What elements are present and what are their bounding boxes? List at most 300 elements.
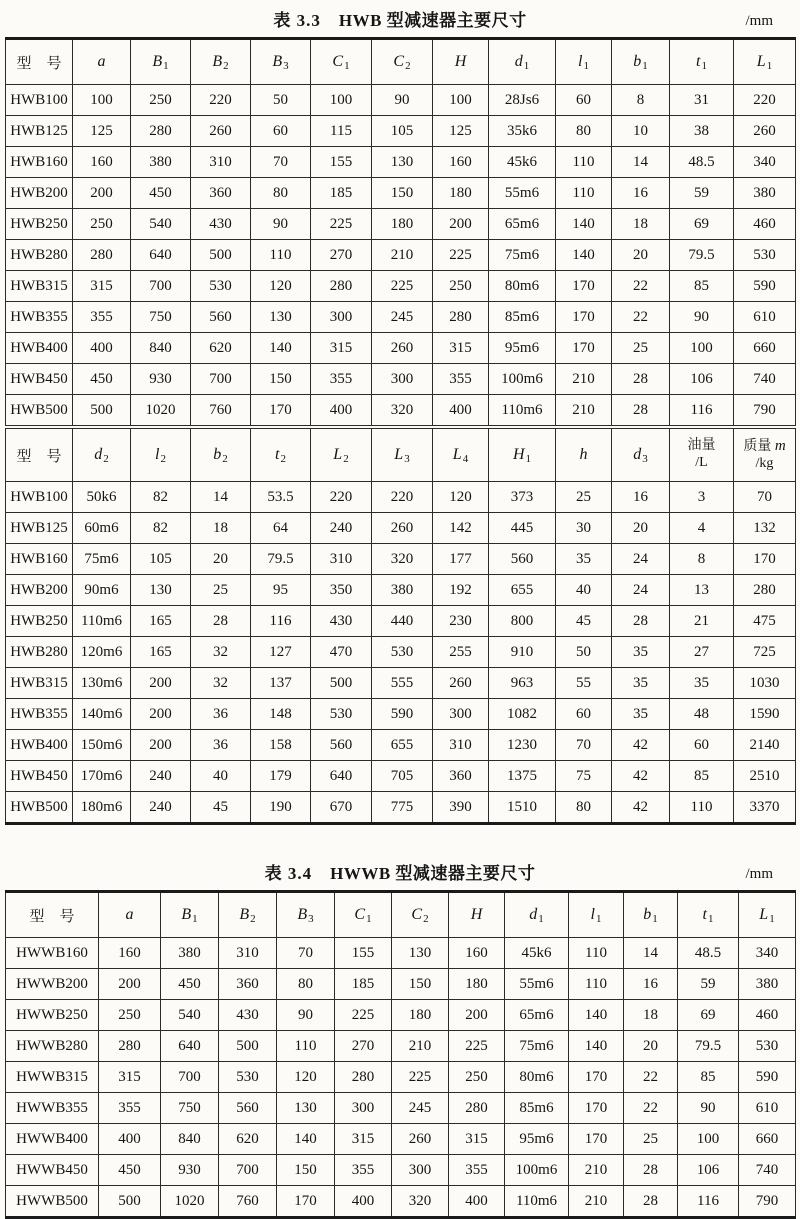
value-cell: 400: [99, 1124, 161, 1155]
value-cell: 69: [678, 1000, 739, 1031]
column-header: [392, 892, 449, 938]
value-cell: 1230: [489, 730, 556, 761]
table-row: [6, 637, 796, 668]
value-cell: 20: [191, 544, 251, 575]
table-row: [6, 116, 796, 147]
value-cell: 200: [99, 969, 161, 1000]
model-cell: HWWB400: [6, 1124, 99, 1155]
header-unit: /kg: [755, 456, 774, 471]
model-cell: HWB200: [6, 575, 73, 606]
value-cell: 42: [612, 730, 670, 761]
value-cell: 775: [372, 792, 433, 824]
value-cell: 75: [556, 761, 612, 792]
column-header: [739, 892, 796, 938]
model-cell: HWWB315: [6, 1062, 99, 1093]
value-cell: 100: [433, 85, 489, 116]
value-cell: 700: [191, 364, 251, 395]
table-row: [6, 792, 796, 824]
value-cell: 210: [569, 1155, 624, 1186]
header-variable: C: [411, 905, 423, 923]
header-variable: l: [578, 52, 583, 70]
value-cell: 210: [569, 1186, 624, 1218]
value-cell: 27: [670, 637, 734, 668]
value-cell: 380: [372, 575, 433, 606]
value-cell: 90: [670, 302, 734, 333]
value-cell: 20: [624, 1031, 678, 1062]
value-cell: 28: [612, 606, 670, 637]
value-cell: 1020: [161, 1186, 219, 1218]
value-cell: 380: [734, 178, 796, 209]
value-cell: 80: [251, 178, 311, 209]
model-cell: HWB355: [6, 699, 73, 730]
value-cell: 4: [670, 513, 734, 544]
table-3-3-caption: [5, 8, 795, 34]
value-cell: 10: [612, 116, 670, 147]
value-cell: 380: [161, 938, 219, 969]
value-cell: 220: [734, 85, 796, 116]
header-variable: L: [452, 445, 462, 463]
column-header: [734, 427, 796, 482]
value-cell: 110: [556, 178, 612, 209]
value-cell: 16: [612, 178, 670, 209]
value-cell: 460: [734, 209, 796, 240]
value-cell: 315: [433, 333, 489, 364]
value-cell: 280: [433, 302, 489, 333]
column-header: [556, 39, 612, 85]
value-cell: 177: [433, 544, 489, 575]
table-row: [6, 209, 796, 240]
value-cell: 85: [670, 271, 734, 302]
column-header: [73, 39, 131, 85]
column-header: [569, 892, 624, 938]
value-cell: 148: [251, 699, 311, 730]
value-cell: 250: [73, 209, 131, 240]
header-subscript: 1: [583, 59, 589, 72]
header-text: 油量: [687, 438, 716, 454]
value-cell: 90m6: [73, 575, 131, 606]
column-header: [99, 892, 161, 938]
value-cell: 390: [433, 792, 489, 824]
table-row: [6, 482, 796, 513]
table-row: [6, 333, 796, 364]
value-cell: 90: [277, 1000, 335, 1031]
value-cell: 560: [311, 730, 372, 761]
header-variable: H: [470, 906, 483, 923]
value-cell: 3370: [734, 792, 796, 824]
value-cell: 530: [734, 240, 796, 271]
value-cell: 116: [678, 1186, 739, 1218]
column-header: [251, 427, 311, 482]
value-cell: 150: [251, 364, 311, 395]
value-cell: 100: [670, 333, 734, 364]
column-header: [670, 427, 734, 482]
header-subscript: 1: [652, 912, 658, 925]
value-cell: 179: [251, 761, 311, 792]
header-subscript: 2: [103, 452, 109, 465]
value-cell: 1082: [489, 699, 556, 730]
model-cell: HWB355: [6, 302, 73, 333]
value-cell: 500: [219, 1031, 277, 1062]
value-cell: 700: [219, 1155, 277, 1186]
value-cell: 200: [131, 730, 191, 761]
value-cell: 30: [556, 513, 612, 544]
value-cell: 910: [489, 637, 556, 668]
column-header: [505, 892, 569, 938]
value-cell: 137: [251, 668, 311, 699]
value-cell: 470: [311, 637, 372, 668]
header-variable: t: [702, 905, 707, 923]
value-cell: 320: [372, 395, 433, 428]
value-cell: 280: [734, 575, 796, 606]
value-cell: 120: [277, 1062, 335, 1093]
value-cell: 225: [433, 240, 489, 271]
value-cell: 610: [739, 1093, 796, 1124]
value-cell: 705: [372, 761, 433, 792]
column-header: [6, 39, 73, 85]
value-cell: 260: [392, 1124, 449, 1155]
value-cell: 800: [489, 606, 556, 637]
header-variable: L: [756, 52, 766, 70]
header-subscript: 1: [642, 59, 648, 72]
unit-label: /mm: [745, 866, 773, 882]
value-cell: 660: [739, 1124, 796, 1155]
value-cell: 320: [392, 1186, 449, 1218]
value-cell: 300: [433, 699, 489, 730]
value-cell: 132: [734, 513, 796, 544]
value-cell: 35: [612, 637, 670, 668]
value-cell: 210: [556, 364, 612, 395]
value-cell: 355: [311, 364, 372, 395]
value-cell: 125: [433, 116, 489, 147]
value-cell: 250: [131, 85, 191, 116]
value-cell: 230: [433, 606, 489, 637]
header-subscript: 3: [283, 59, 289, 72]
value-cell: 36: [191, 699, 251, 730]
value-cell: 360: [219, 969, 277, 1000]
value-cell: 1375: [489, 761, 556, 792]
value-cell: 500: [311, 668, 372, 699]
value-cell: 590: [739, 1062, 796, 1093]
value-cell: 355: [449, 1155, 505, 1186]
value-cell: 115: [311, 116, 372, 147]
value-cell: 55m6: [505, 969, 569, 1000]
value-cell: 150m6: [73, 730, 131, 761]
value-cell: 170: [556, 271, 612, 302]
value-cell: 140: [556, 240, 612, 271]
header-text: 质量: [743, 439, 775, 455]
column-header: [449, 892, 505, 938]
value-cell: 100: [678, 1124, 739, 1155]
value-cell: 355: [433, 364, 489, 395]
column-header: [311, 427, 372, 482]
value-cell: 360: [433, 761, 489, 792]
column-header: [678, 892, 739, 938]
header-subscript: 3: [642, 452, 648, 465]
header-subscript: 3: [308, 912, 314, 925]
value-cell: 930: [161, 1155, 219, 1186]
model-cell: HWB450: [6, 761, 73, 792]
header-text: 型 号: [16, 448, 62, 465]
value-cell: 190: [251, 792, 311, 824]
header-variable: L: [759, 905, 769, 923]
header-variable: d: [94, 445, 103, 463]
column-header: [191, 427, 251, 482]
table-row: [6, 938, 796, 969]
value-cell: 355: [99, 1093, 161, 1124]
value-cell: 35: [556, 544, 612, 575]
table-row: [6, 1155, 796, 1186]
value-cell: 32: [191, 668, 251, 699]
header-variable: h: [579, 446, 588, 463]
value-cell: 32: [191, 637, 251, 668]
value-cell: 280: [335, 1062, 392, 1093]
value-cell: 155: [311, 147, 372, 178]
header-subscript: 1: [766, 59, 773, 72]
header-text: 型 号: [29, 908, 75, 925]
value-cell: 25: [191, 575, 251, 606]
value-cell: 340: [739, 938, 796, 969]
value-cell: 180m6: [73, 792, 131, 824]
hwb-dimensions-table: [5, 37, 796, 825]
value-cell: 3: [670, 482, 734, 513]
model-cell: HWB250: [6, 606, 73, 637]
value-cell: 320: [372, 544, 433, 575]
value-cell: 35: [612, 668, 670, 699]
value-cell: 530: [191, 271, 251, 302]
header-subscript: 1: [525, 452, 532, 465]
value-cell: 155: [335, 938, 392, 969]
value-cell: 200: [433, 209, 489, 240]
value-cell: 380: [131, 147, 191, 178]
value-cell: 70: [556, 730, 612, 761]
value-cell: 180: [449, 969, 505, 1000]
value-cell: 59: [678, 969, 739, 1000]
table-row: [6, 302, 796, 333]
value-cell: 185: [335, 969, 392, 1000]
value-cell: 725: [734, 637, 796, 668]
table-row: [6, 271, 796, 302]
model-cell: HWB280: [6, 240, 73, 271]
value-cell: 530: [219, 1062, 277, 1093]
value-cell: 55m6: [489, 178, 556, 209]
value-cell: 65m6: [489, 209, 556, 240]
value-cell: 530: [739, 1031, 796, 1062]
value-cell: 106: [678, 1155, 739, 1186]
value-cell: 59: [670, 178, 734, 209]
header-text: 型 号: [16, 55, 62, 72]
value-cell: 445: [489, 513, 556, 544]
value-cell: 250: [449, 1062, 505, 1093]
value-cell: 160: [73, 147, 131, 178]
table-row: [6, 668, 796, 699]
value-cell: 36: [191, 730, 251, 761]
value-cell: 130: [277, 1093, 335, 1124]
header-variable: B: [152, 52, 163, 70]
value-cell: 340: [734, 147, 796, 178]
value-cell: 140: [569, 1031, 624, 1062]
table-number: 表 3.4: [264, 864, 313, 883]
value-cell: 45k6: [489, 147, 556, 178]
value-cell: 160: [449, 938, 505, 969]
value-cell: 270: [335, 1031, 392, 1062]
value-cell: 260: [191, 116, 251, 147]
header-variable: b: [633, 52, 642, 70]
model-cell: HWWB500: [6, 1186, 99, 1218]
value-cell: 475: [734, 606, 796, 637]
value-cell: 750: [161, 1093, 219, 1124]
value-cell: 400: [73, 333, 131, 364]
value-cell: 300: [372, 364, 433, 395]
value-cell: 31: [670, 85, 734, 116]
value-cell: 60: [670, 730, 734, 761]
header-subscript: 2: [423, 912, 429, 925]
value-cell: 24: [612, 575, 670, 606]
value-cell: 127: [251, 637, 311, 668]
value-cell: 116: [670, 395, 734, 428]
value-cell: 130: [131, 575, 191, 606]
value-cell: 250: [433, 271, 489, 302]
model-cell: HWB125: [6, 116, 73, 147]
value-cell: 300: [392, 1155, 449, 1186]
value-cell: 255: [433, 637, 489, 668]
value-cell: 25: [556, 482, 612, 513]
value-cell: 400: [311, 395, 372, 428]
header-variable: m: [774, 438, 786, 455]
value-cell: 28: [612, 395, 670, 428]
table-row: [6, 969, 796, 1000]
header-variable: B: [212, 52, 223, 70]
value-cell: 75m6: [505, 1031, 569, 1062]
value-cell: 640: [311, 761, 372, 792]
value-cell: 69: [670, 209, 734, 240]
value-cell: 14: [191, 482, 251, 513]
column-header: [73, 427, 131, 482]
header-variable: l: [590, 905, 595, 923]
value-cell: 700: [161, 1062, 219, 1093]
value-cell: 170: [569, 1124, 624, 1155]
header-variable: t: [696, 52, 701, 70]
table-row: [6, 1093, 796, 1124]
table-row: [6, 761, 796, 792]
value-cell: 110: [277, 1031, 335, 1062]
value-cell: 620: [219, 1124, 277, 1155]
column-header: [433, 39, 489, 85]
value-cell: 28: [612, 364, 670, 395]
header-subscript: 1: [769, 912, 775, 925]
column-header: [612, 39, 670, 85]
value-cell: 590: [734, 271, 796, 302]
header-unit: /L: [695, 455, 708, 470]
column-header: [219, 892, 277, 938]
value-cell: 315: [73, 271, 131, 302]
value-cell: 14: [624, 938, 678, 969]
value-cell: 40: [191, 761, 251, 792]
header-variable: C: [332, 52, 344, 70]
value-cell: 245: [392, 1093, 449, 1124]
value-cell: 170: [569, 1062, 624, 1093]
value-cell: 240: [131, 792, 191, 824]
value-cell: 48.5: [670, 147, 734, 178]
value-cell: 430: [219, 1000, 277, 1031]
table-row: [6, 730, 796, 761]
header-variable: B: [272, 52, 283, 70]
value-cell: 225: [449, 1031, 505, 1062]
value-cell: 80: [556, 116, 612, 147]
value-cell: 400: [433, 395, 489, 428]
value-cell: 315: [99, 1062, 161, 1093]
value-cell: 640: [161, 1031, 219, 1062]
value-cell: 260: [433, 668, 489, 699]
header-subscript: 1: [538, 912, 544, 925]
model-cell: HWWB280: [6, 1031, 99, 1062]
value-cell: 140: [277, 1124, 335, 1155]
value-cell: 280: [131, 116, 191, 147]
value-cell: 110m6: [489, 395, 556, 428]
value-cell: 158: [251, 730, 311, 761]
model-cell: HWB315: [6, 271, 73, 302]
value-cell: 22: [612, 302, 670, 333]
value-cell: 760: [191, 395, 251, 428]
value-cell: 75m6: [73, 544, 131, 575]
value-cell: 220: [372, 482, 433, 513]
column-header: [251, 39, 311, 85]
column-header: [372, 39, 433, 85]
value-cell: 280: [99, 1031, 161, 1062]
value-cell: 90: [251, 209, 311, 240]
value-cell: 22: [624, 1062, 678, 1093]
header-variable: l: [155, 445, 160, 463]
value-cell: 160: [433, 147, 489, 178]
value-cell: 400: [449, 1186, 505, 1218]
value-cell: 35k6: [489, 116, 556, 147]
header-subscript: 2: [250, 912, 256, 925]
model-cell: HWWB450: [6, 1155, 99, 1186]
value-cell: 790: [734, 395, 796, 428]
header-variable: a: [125, 906, 134, 923]
header-row: [6, 892, 796, 938]
header-row: [6, 39, 796, 85]
column-header: [624, 892, 678, 938]
value-cell: 150: [277, 1155, 335, 1186]
value-cell: 8: [612, 85, 670, 116]
value-cell: 80: [277, 969, 335, 1000]
value-cell: 85: [670, 761, 734, 792]
value-cell: 82: [131, 513, 191, 544]
value-cell: 400: [335, 1186, 392, 1218]
header-subscript: 2: [343, 452, 349, 465]
column-header: [131, 39, 191, 85]
value-cell: 45: [191, 792, 251, 824]
value-cell: 42: [612, 792, 670, 824]
table-row: [6, 699, 796, 730]
value-cell: 75m6: [489, 240, 556, 271]
value-cell: 100: [73, 85, 131, 116]
header-subscript: 2: [223, 59, 229, 72]
value-cell: 200: [449, 1000, 505, 1031]
model-cell: HWB125: [6, 513, 73, 544]
table-row: [6, 85, 796, 116]
value-cell: 440: [372, 606, 433, 637]
value-cell: 300: [311, 302, 372, 333]
value-cell: 350: [311, 575, 372, 606]
value-cell: 22: [612, 271, 670, 302]
value-cell: 16: [612, 482, 670, 513]
value-cell: 8: [670, 544, 734, 575]
column-header: [556, 427, 612, 482]
value-cell: 79.5: [678, 1031, 739, 1062]
table-row: [6, 395, 796, 428]
table-row: [6, 1000, 796, 1031]
